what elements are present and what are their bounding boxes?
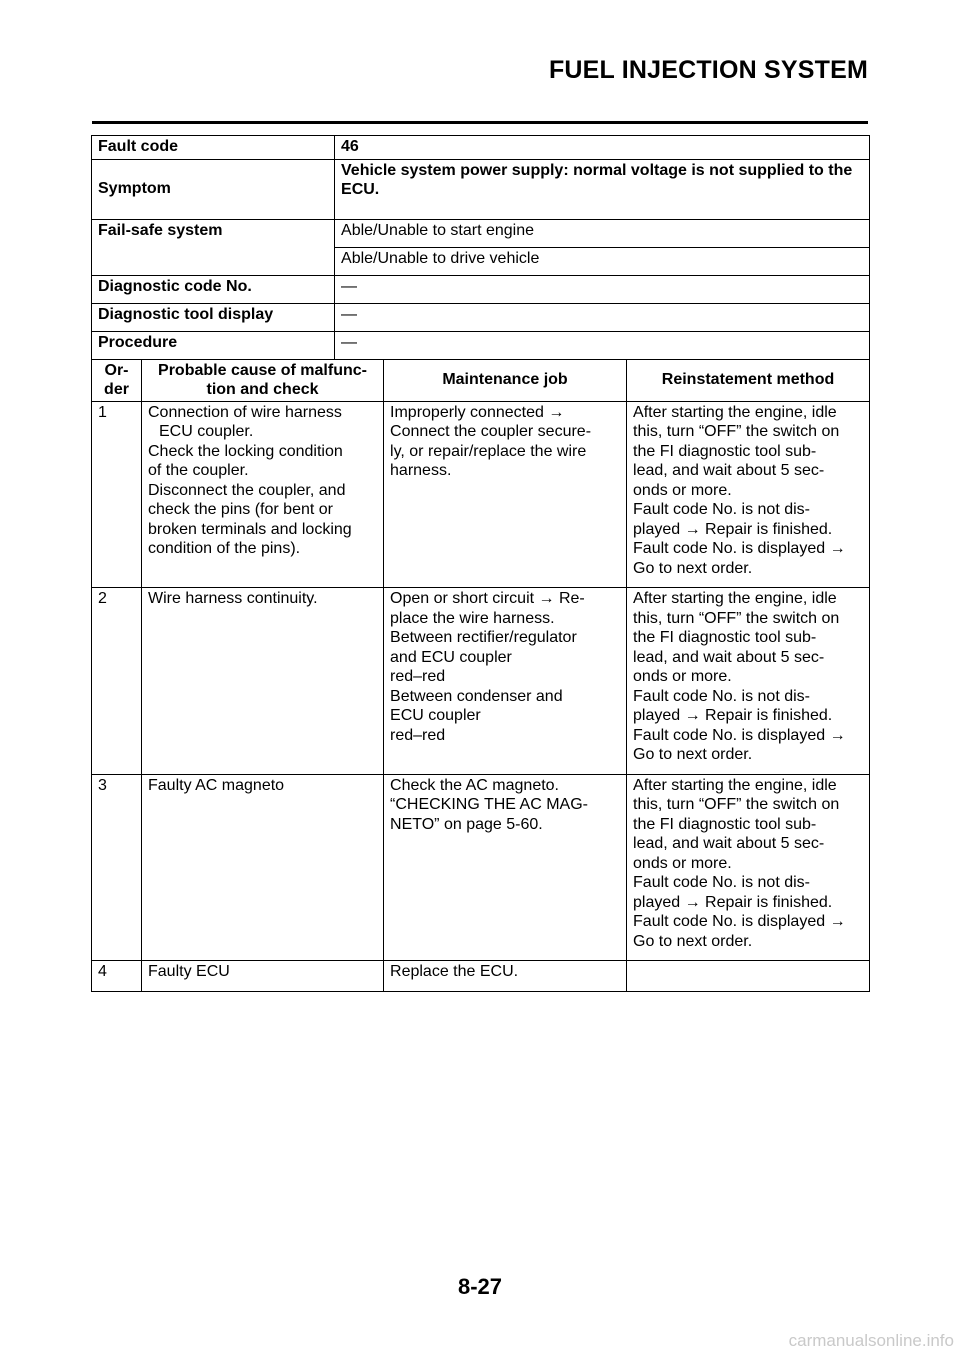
step-order: 2 (92, 588, 142, 775)
step-reinstatement-line: Go to next order. (633, 746, 753, 763)
step-job-line: Replace the ECU. (390, 963, 519, 980)
failsafe-label: Fail-safe system (92, 219, 335, 275)
step-reinstatement-line: After starting the engine, idle (633, 590, 837, 607)
step-job-line: Improperly connected → (390, 403, 565, 421)
order-header-line-1: Or- (104, 361, 129, 379)
diagnostic-tool-label: Diagnostic tool display (92, 303, 335, 331)
column-header-reinstatement: Reinstatement method (627, 359, 870, 401)
step-reinstatement (627, 961, 870, 992)
step-reinstatement-line: this, turn “OFF” the switch on (633, 423, 840, 440)
step-cause (142, 588, 384, 775)
step-reinstatement-line: onds or more. (633, 854, 732, 872)
step-cause (142, 774, 384, 961)
column-header-row (92, 359, 870, 401)
column-header-order (92, 359, 142, 401)
step-cause-line: of the coupler. (148, 462, 249, 479)
procedure-label: Procedure (92, 331, 335, 359)
step-job (384, 774, 627, 961)
watermark: carmanualsonline.info (788, 1331, 954, 1350)
cause-header-line-2: tion and check (206, 380, 319, 398)
step-cause-line: Connection of wire harness (148, 403, 342, 421)
step-reinstatement (627, 588, 870, 775)
step-cause-line: Disconnect the coupler, and (148, 481, 346, 499)
step-order: 4 (92, 961, 142, 992)
step-job-line: Open or short circuit → Re- (390, 590, 585, 607)
step-order: 3 (92, 774, 142, 961)
step-job-line: ECU coupler (390, 707, 481, 724)
diagnostic-tool-row (92, 303, 870, 331)
step-cause-line: condition of the pins). (148, 540, 301, 557)
step-reinstatement-line: Go to next order. (633, 559, 753, 577)
step-job (384, 588, 627, 775)
step-job-line: place the wire harness. (390, 609, 555, 627)
order-header-line-2: der (104, 380, 129, 398)
title-rule (92, 121, 868, 124)
step-job (384, 401, 627, 588)
page-number: 8-27 (457, 1274, 503, 1299)
step-job-line: ly, or repair/replace the wire (390, 442, 587, 460)
step-job-line: Between rectifier/regulator (390, 629, 577, 646)
step-reinstatement-line: this, turn “OFF” the switch on (633, 609, 840, 627)
page-title: FUEL INJECTION SYSTEM (548, 56, 868, 84)
step-cause (142, 961, 384, 992)
step-job (384, 961, 627, 992)
step-job-line: “CHECKING THE AC MAG- (390, 796, 588, 813)
step-reinstatement-line: After starting the engine, idle (633, 776, 837, 794)
symptom-value: Vehicle system power supply: normal voltage is not supplied to the ECU. (335, 159, 870, 219)
step-job-line: harness. (390, 462, 452, 479)
step-row (92, 401, 870, 588)
step-job-line: Connect the coupler secure- (390, 423, 592, 440)
step-cause-line: Faulty ECU (148, 963, 230, 980)
step-cause-line: broken terminals and locking (148, 520, 352, 538)
step-job-line: Between condenser and (390, 687, 563, 705)
step-reinstatement-line: Fault code No. is not dis- (633, 501, 810, 518)
step-reinstatement-line: Fault code No. is displayed → (633, 913, 846, 930)
cause-header-line-1: Probable cause of malfunc- (158, 361, 367, 379)
step-cause-line: ECU coupler. (159, 423, 254, 440)
step-cause-line: check the pins (for bent or (148, 501, 333, 518)
step-cause-line: Wire harness continuity. (148, 590, 318, 607)
step-reinstatement-line: onds or more. (633, 481, 732, 499)
diagnostic-tool-value: — (335, 303, 870, 331)
step-reinstatement-line: played → Repair is finished. (633, 707, 833, 724)
fault-code-row (92, 136, 870, 160)
step-row (92, 588, 870, 775)
step-reinstatement-line: Fault code No. is not dis- (633, 687, 810, 705)
column-header-job: Maintenance job (384, 359, 627, 401)
procedure-value: — (335, 331, 870, 359)
failsafe-row-1 (92, 219, 870, 247)
step-job-line: and ECU coupler (390, 648, 512, 666)
step-reinstatement-line: onds or more. (633, 668, 732, 685)
symptom-row (92, 159, 870, 219)
step-reinstatement (627, 401, 870, 588)
step-reinstatement-line: Go to next order. (633, 932, 753, 950)
step-cause (142, 401, 384, 588)
step-reinstatement-line: the FI diagnostic tool sub- (633, 629, 817, 646)
step-reinstatement-line: Fault code No. is displayed → (633, 726, 846, 744)
step-row (92, 961, 870, 992)
step-row (92, 774, 870, 961)
diagnostic-code-row (92, 275, 870, 303)
failsafe-value-drive: Able/Unable to drive vehicle (335, 247, 870, 275)
diagnostic-code-value: — (335, 275, 870, 303)
procedure-row (92, 331, 870, 359)
step-reinstatement-line: Fault code No. is not dis- (633, 874, 810, 891)
step-reinstatement (627, 774, 870, 961)
step-cause-line: Check the locking condition (148, 442, 343, 460)
step-job-line: Check the AC magneto. (390, 776, 559, 794)
step-reinstatement-line: lead, and wait about 5 sec- (633, 835, 825, 852)
fault-code-value: 46 (335, 136, 870, 160)
step-reinstatement-line: lead, and wait about 5 sec- (633, 462, 825, 479)
column-header-cause (142, 359, 384, 401)
step-job-line: NETO” on page 5-60. (390, 815, 543, 833)
step-reinstatement-line: played → Repair is finished. (633, 520, 833, 538)
fault-code-label: Fault code (92, 136, 335, 160)
step-job-line: red–red (390, 726, 446, 744)
step-reinstatement-line: this, turn “OFF” the switch on (633, 796, 840, 813)
step-order: 1 (92, 401, 142, 588)
step-reinstatement-line: lead, and wait about 5 sec- (633, 648, 825, 666)
step-reinstatement-line: the FI diagnostic tool sub- (633, 442, 817, 460)
diagnostic-code-label: Diagnostic code No. (92, 275, 335, 303)
failsafe-value-start: Able/Unable to start engine (335, 219, 870, 247)
step-reinstatement-line: the FI diagnostic tool sub- (633, 815, 817, 833)
symptom-label: Symptom (92, 159, 335, 219)
step-reinstatement-line: Fault code No. is displayed → (633, 540, 846, 557)
step-reinstatement-line: After starting the engine, idle (633, 403, 837, 421)
fault-code-table (91, 135, 870, 992)
step-reinstatement-line: played → Repair is finished. (633, 893, 833, 911)
step-cause-line: Faulty AC magneto (148, 776, 285, 794)
step-job-line: red–red (390, 668, 446, 685)
